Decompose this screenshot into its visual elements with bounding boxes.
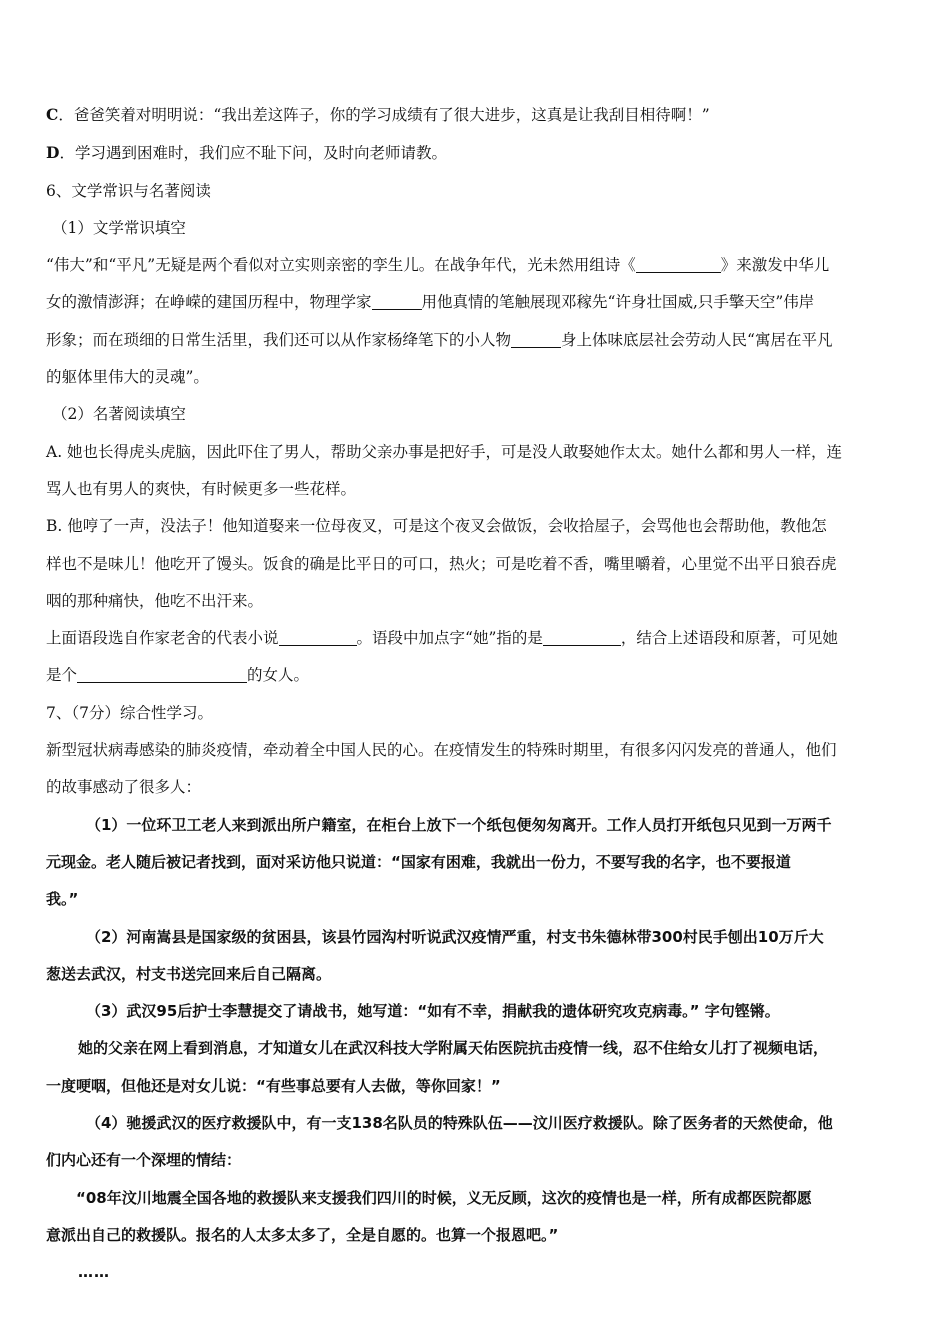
fill-blank-she[interactable] [543,627,621,646]
story4-line3: “08年汶川地震全国各地的救援队来支援我们四川的时候，义无反顾，这次的疫情也是一样，所有成都医院都愿 [76,1188,812,1207]
story4-line4: 意派出自己的救援队。报名的人太多太多了，全是自愿的。也算一个报恩吧。” [46,1225,559,1244]
passage-a-line2: 骂人也有男人的爽快，有时候更多一些花样。 [46,479,357,498]
question-7-title: 7、（7分）综合性学习。 [46,703,213,722]
option-c [46,96,908,134]
passage-b-line2: 样也不是味儿！他吃开了馒头。饭食的确是比平日的可口，热火；可是吃着不香，嘴里嚼着，心里觉不出平日狼吞虎 [46,554,837,573]
q6-para1-line1-b: 》来激发中华儿 [720,256,830,275]
q7-intro-line1: 新型冠状病毒感染的肺炎疫情，牵动着全中国人民的心。在疫情发生的特殊时期里，有很多闪闪发亮的普通人，他们 [46,741,837,760]
q6-question-line2 [46,657,908,694]
option-c-label: C [46,105,59,124]
story4-line2: 们内心还有一个深埋的情结： [46,1151,242,1170]
story3-line1: （3）武汉95后护士李慧提交了请战书，她写道：“如有不幸，捐献我的遗体研究攻克病毒。” 字句铿锵。 [86,1002,780,1021]
q6-question-line1 [46,620,908,657]
q6-para1-line1 [46,247,908,284]
passage-a-line1: A. 她也长得虎头虎脑，因此吓住了男人，帮助父亲办事是把好手，可是没人敢娶她作太太。她什么都和男人一样，连 [46,442,843,461]
story2-line2: 葱送去武汉，村支书送完回来后自己隔离。 [46,964,332,983]
q7-intro-line2: 的故事感动了很多人： [46,778,202,797]
fill-blank-character[interactable] [511,329,561,348]
q6-question-line2-b: 的女人。 [247,666,310,685]
question-6-title: 6、文学常识与名著阅读 [46,181,211,200]
q6-para1-line1-a: “伟大”和“平凡”无疑是两个看似对立实则亲密的孪生儿。在战争年代，光未然用组诗《 [46,256,636,275]
q6-para1-line2-a: 女的激情澎湃；在峥嵘的建国历程中，物理学家 [46,293,372,312]
q6-question-line1-b: 。语段中加点字“她”指的是 [356,629,543,648]
q6-para1-line3 [46,322,908,359]
question-6-sub1-title: （1）文学常识填空 [52,218,186,237]
question-6-sub2-title: （2）名著阅读填空 [52,405,186,424]
ellipsis: …… [78,1263,110,1282]
option-d-text: ．学习遇到困难时，我们应不耻下问，及时向老师请教。 [59,144,447,163]
q6-para1-line3-a: 形象；而在琐细的日常生活里，我们还可以从作家杨绛笔下的小人物 [46,330,512,349]
option-c-text: ．爸爸笑着对明明说：“我出差这阵子，你的学习成绩有了很大进步，这真是让我刮目相待啊！” [58,106,710,124]
passage-b-line1: B. 他哼了一声，没法子！他知道娶来一位母夜叉，可是这个夜叉会做饭，会收拾屋子，会骂他也会帮助他，教他怎 [46,517,827,536]
option-d-label: D [46,143,60,163]
document-page [46,96,908,1292]
story1-line2: 元现金。老人随后被记者找到，面对采访他只说道：“国家有困难，我就出一份力，不要写我的名字，也不要报道 [46,852,791,871]
q6-question-line1-a: 上面语段选自作家老舍的代表小说 [46,629,279,648]
story4-line1: （4）驰援武汉的医疗救援队中，有一支138名队员的特殊队伍——汶川医疗救援队。除了医务者的天然使命，他 [86,1114,833,1133]
q6-question-line1-c: ，结合上述语段和原著，可见她 [620,629,838,648]
q6-para1-line3-b: 身上体味底层社会劳动人民“寓居在平凡 [561,330,833,349]
story1-line1: （1）一位环卫工老人来到派出所户籍室，在柜台上放下一个纸包便匆匆离开。工作人员打开纸包只见到一万两千 [86,815,832,834]
story1-line3: 我。” [46,890,79,909]
passage-b-line3: 咽的那种痛快，他吃不出汗来。 [46,591,264,610]
story2-line1: （2）河南嵩县是国家级的贫困县，该县竹园沟村听说武汉疫情严重，村支书朱德林带300村民手刨出10万斤大 [86,927,824,946]
fill-blank-physicist[interactable] [372,291,422,310]
fill-blank-novel[interactable] [279,627,357,646]
fill-blank-poem[interactable] [636,254,721,273]
q6-question-line2-a: 是个 [46,666,78,685]
q6-para1-line4: 的躯体里伟大的灵魂”。 [46,368,209,387]
q6-para1-line2-b: 用他真情的笔触展现邓稼先“许身壮国威,只手擎天空”伟岸 [421,293,815,312]
option-d [46,134,908,172]
fill-blank-description[interactable] [77,664,247,683]
story3-line3: 一度哽咽，但他还是对女儿说：“有些事总要有人去做，等你回家！” [46,1076,501,1095]
story3-line2: 她的父亲在网上看到消息，才知道女儿在武汉科技大学附属天佑医院抗击疫情一线，忍不住给女儿打了视频电话， [78,1039,829,1058]
q6-para1-line2 [46,284,908,321]
